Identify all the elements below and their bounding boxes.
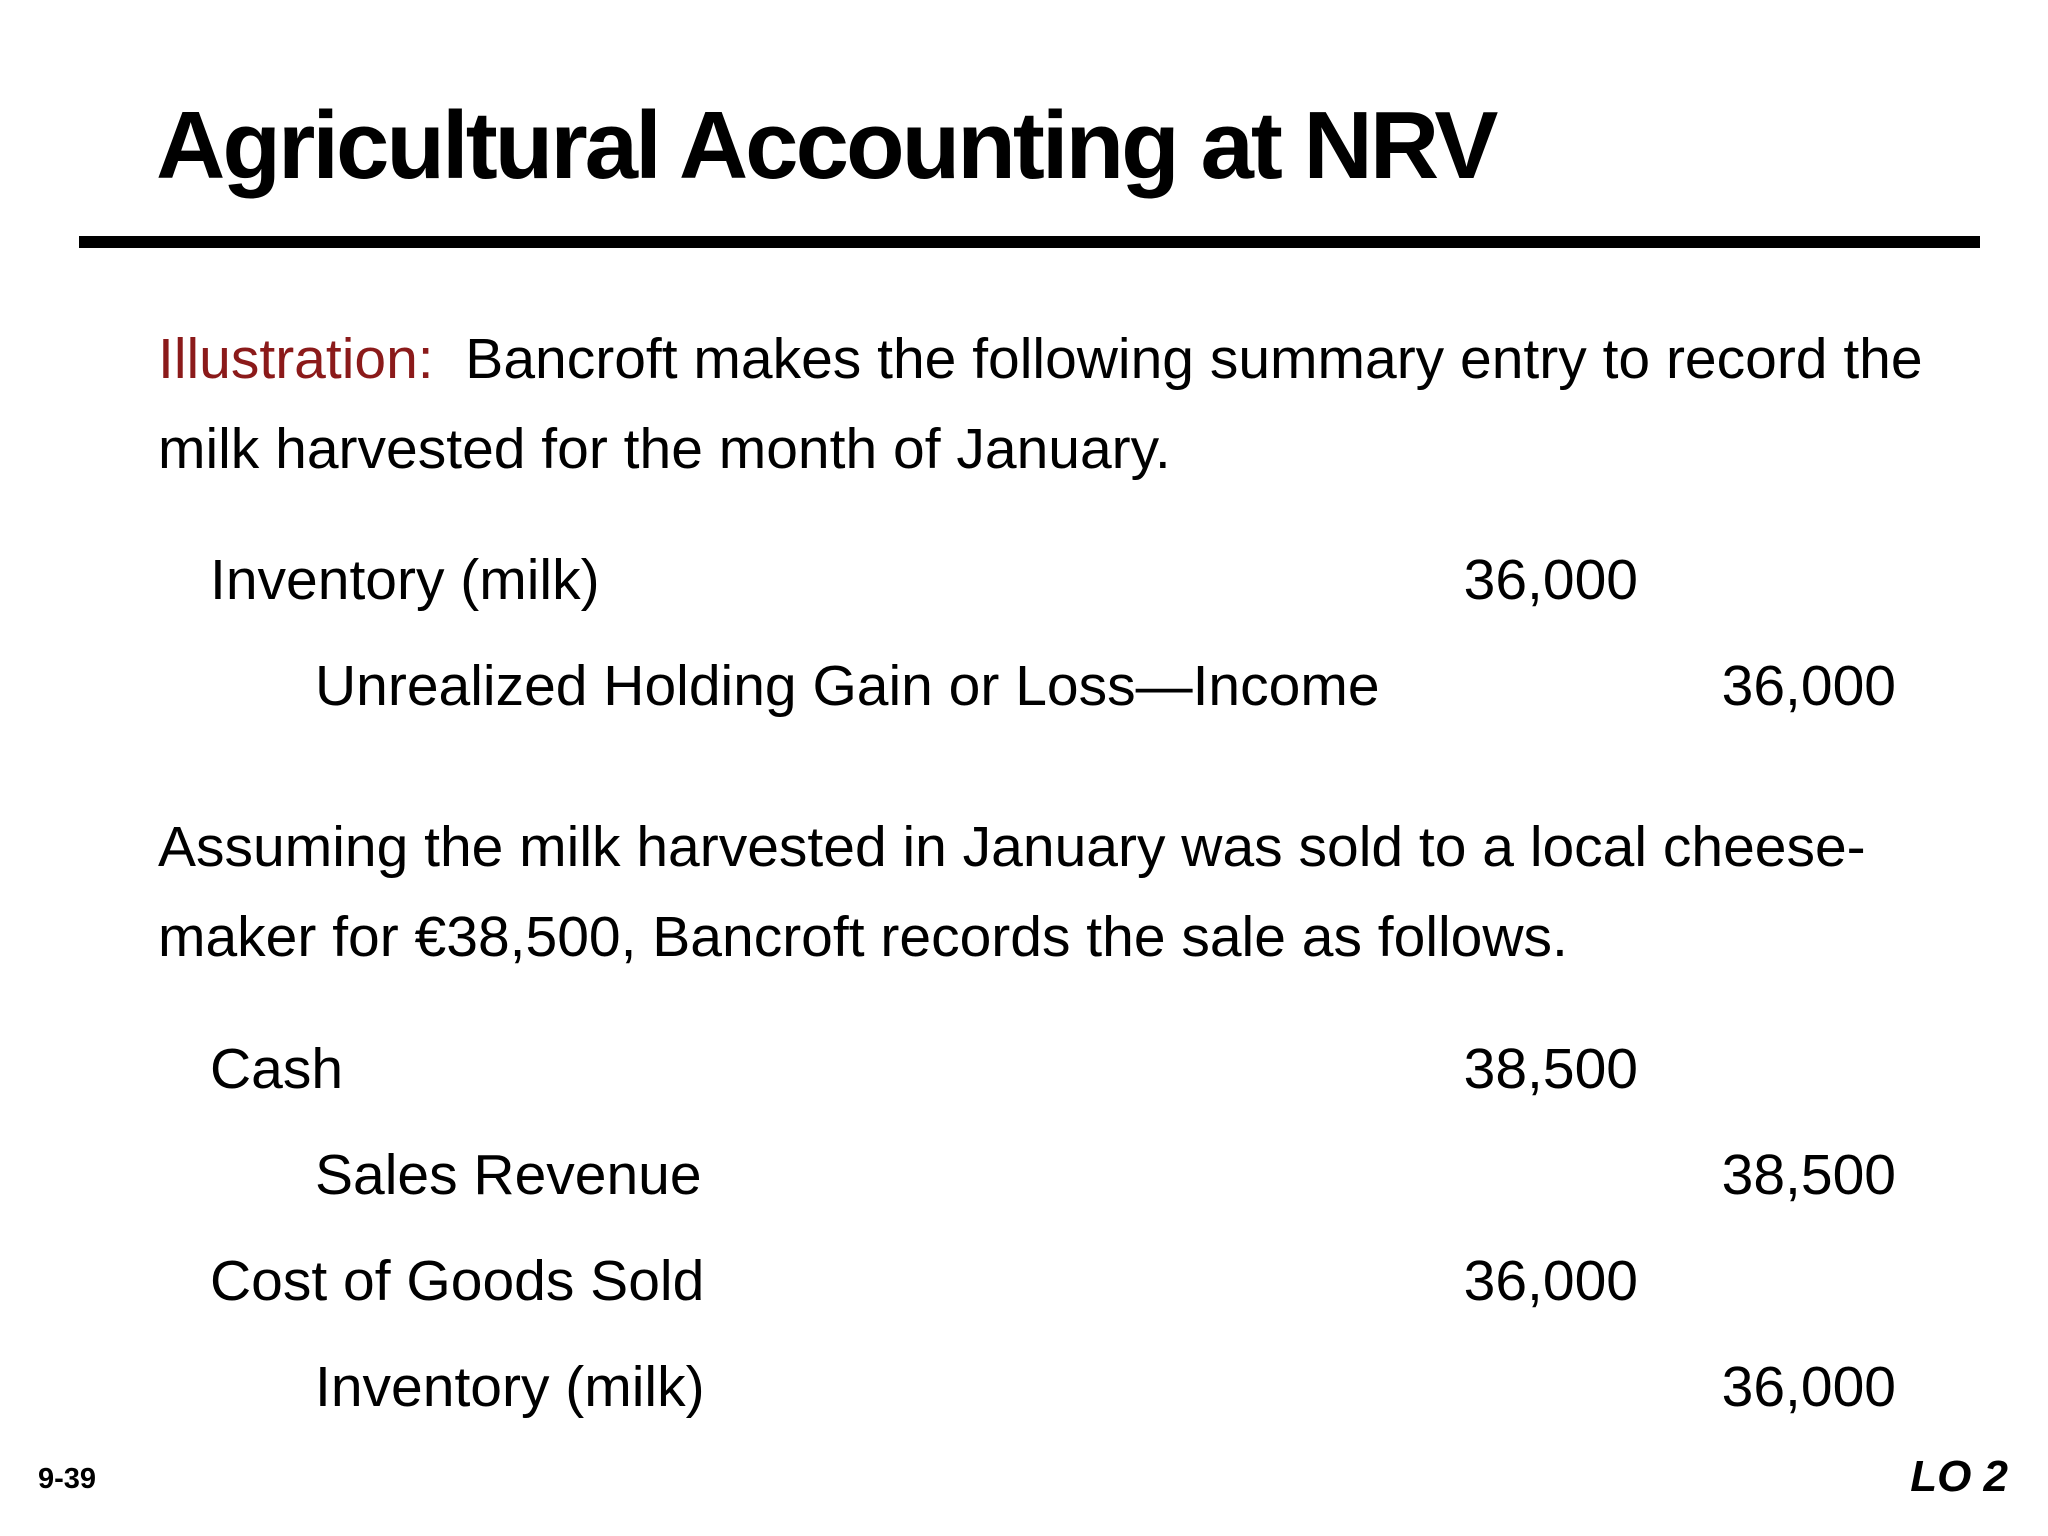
entry-account: Inventory (milk) <box>210 548 600 612</box>
journal-entry-2-row-1 <box>0 1029 2048 1109</box>
entry-account: Inventory (milk) <box>315 1355 705 1419</box>
learning-objective-label: LO 2 <box>1910 1452 2008 1501</box>
credit-amount: 36,000 <box>1721 654 1896 718</box>
entry-account: Cost of Goods Sold <box>210 1249 705 1313</box>
debit-amount: 38,500 <box>1463 1037 1638 1101</box>
credit-amount: 38,500 <box>1721 1143 1896 1207</box>
journal-entry-1-row-2 <box>0 646 2048 726</box>
journal-entry-2-row-2 <box>0 1135 2048 1215</box>
title-divider <box>79 236 1980 248</box>
entry-account: Sales Revenue <box>315 1143 702 1207</box>
entry-account: Cash <box>210 1037 344 1101</box>
journal-entry-2-row-4 <box>0 1347 2048 1427</box>
debit-amount: 36,000 <box>1463 548 1638 612</box>
illustration-label: Illustration: <box>158 327 434 391</box>
page-number: 9-39 <box>38 1463 97 1495</box>
slide-title: Agricultural Accounting at NRV <box>156 92 1496 199</box>
illustration-text: Bancroft makes the following summary entry to record the milk harvested for the month of January. <box>158 327 1939 481</box>
journal-entry-2-row-3 <box>0 1241 2048 1321</box>
journal-entry-1-row-1 <box>0 540 2048 620</box>
sale-paragraph: Assuming the milk harvested in January was sold to a local cheese-maker for €38,500, Bancroft records the sale as follows. <box>158 815 1866 969</box>
illustration-paragraph <box>158 314 1958 494</box>
entry-account: Unrealized Holding Gain or Loss—Income <box>315 654 1380 718</box>
credit-amount: 36,000 <box>1721 1355 1896 1419</box>
debit-amount: 36,000 <box>1463 1249 1638 1313</box>
